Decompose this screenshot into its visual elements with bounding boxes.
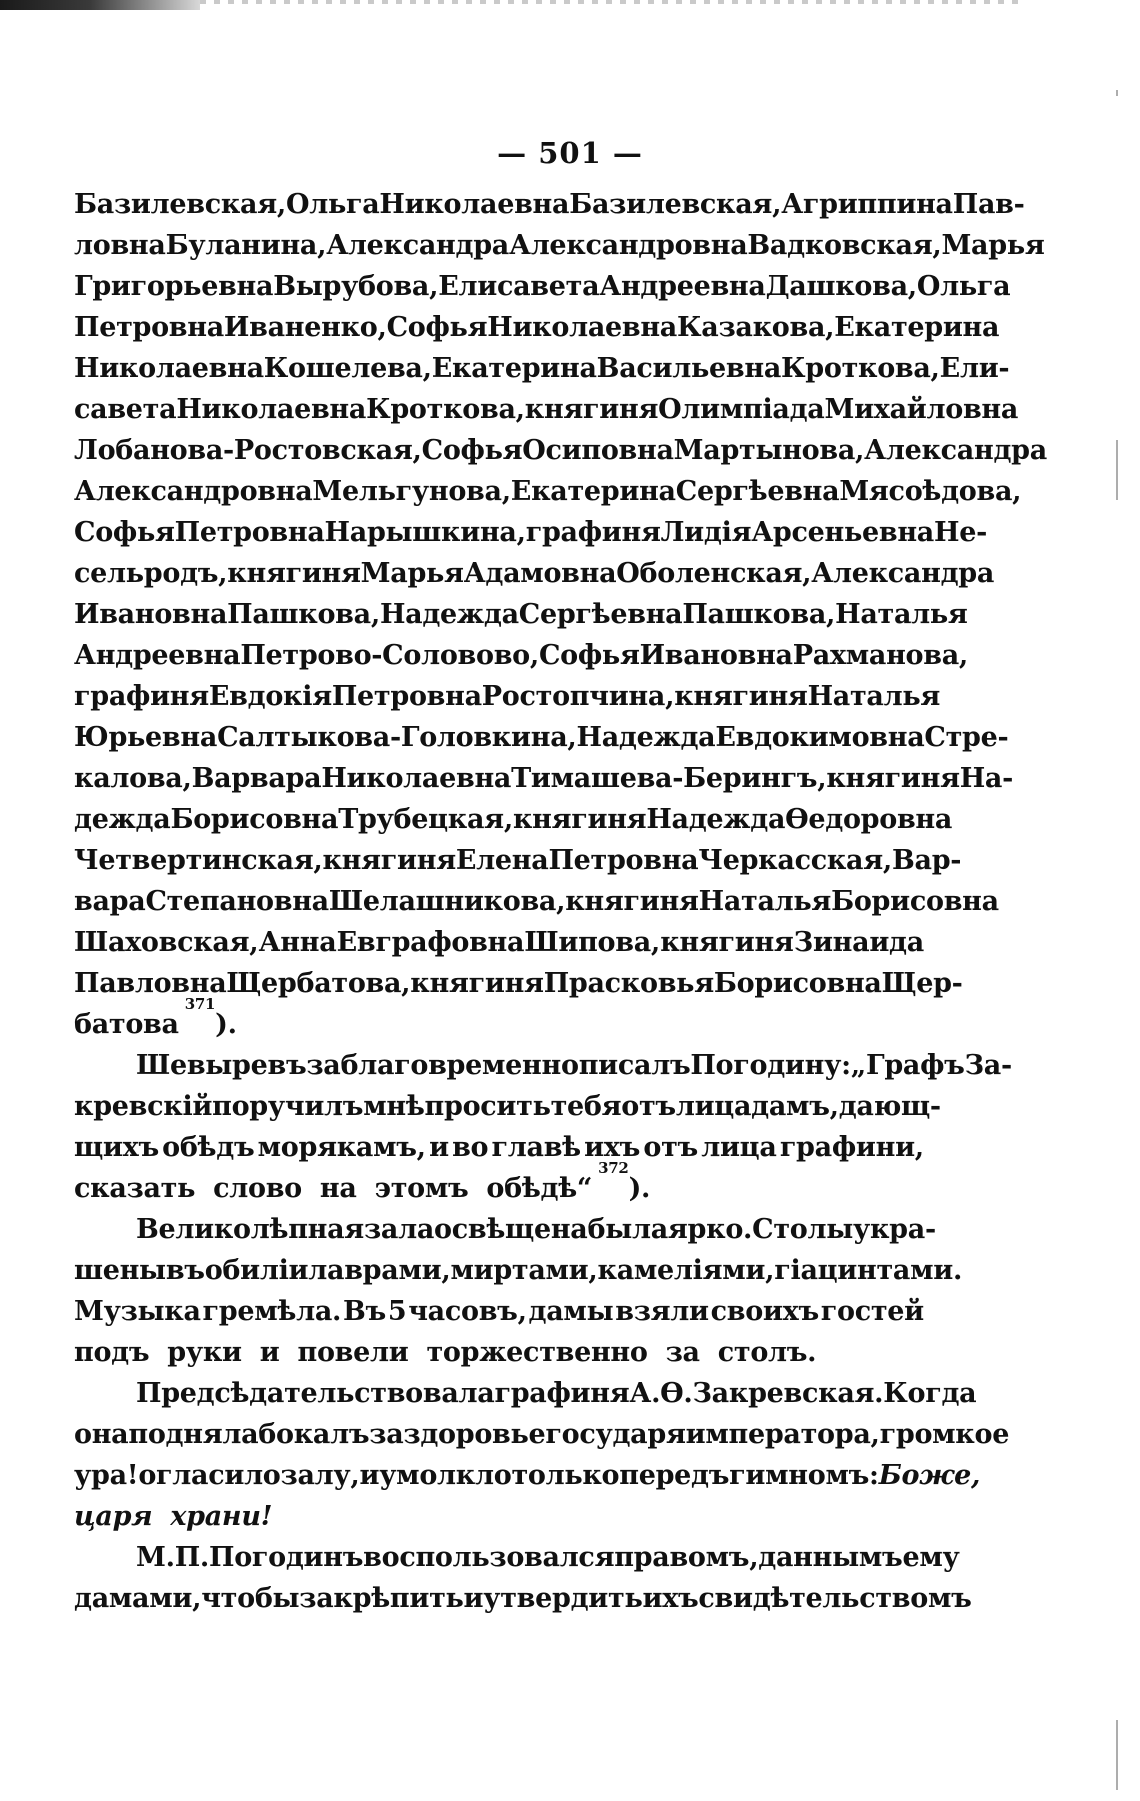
word: обѣдъ	[162, 1132, 255, 1163]
word: Кроткова,	[781, 353, 940, 384]
footnote-close: ).	[215, 1009, 237, 1040]
word: дающ-	[838, 1091, 941, 1122]
word: дежда	[74, 804, 171, 835]
word: Николаевна	[321, 763, 512, 794]
word: щихъ	[74, 1132, 159, 1163]
word: Боже,	[878, 1460, 981, 1491]
word: Мартынова,	[673, 435, 865, 466]
word: обѣдѣ“	[486, 1173, 593, 1204]
word: Когда	[883, 1378, 977, 1409]
word: Марья	[360, 558, 464, 589]
word: Нарышкина,	[324, 517, 526, 548]
word: калова,	[74, 763, 192, 794]
word: даннымъ	[758, 1542, 903, 1573]
word: отъ	[643, 1132, 698, 1163]
word: лица	[701, 1132, 777, 1163]
text-line	[74, 594, 968, 635]
word: Мельгунова,	[312, 476, 511, 507]
word: Надежда	[379, 599, 519, 630]
word: Николаевна	[379, 189, 570, 220]
word: ярко.	[667, 1214, 753, 1245]
word: Михайловна	[824, 394, 1019, 425]
word: Четвертинская,	[74, 845, 323, 876]
word: императора,	[685, 1419, 880, 1450]
text-line	[74, 389, 1019, 430]
word: Варвара	[191, 763, 322, 794]
word: Надежда	[646, 804, 786, 835]
footnote-close: ).	[628, 1173, 651, 1204]
text-line	[74, 1127, 924, 1168]
word: часовъ,	[408, 1296, 527, 1327]
word: дамы	[528, 1296, 614, 1327]
word: Петровна	[331, 681, 482, 712]
word: Евдокимовна	[715, 722, 925, 753]
word: главѣ	[491, 1132, 581, 1163]
word: торжественно	[426, 1337, 648, 1368]
word: сказать	[74, 1173, 196, 1204]
word: Щербатова,	[226, 968, 411, 999]
word: ихъ	[642, 1583, 699, 1614]
word: Шипова,	[524, 927, 660, 958]
word: только	[511, 1460, 620, 1491]
text-line	[74, 512, 987, 553]
text-line	[74, 881, 999, 922]
word: Степановна	[145, 886, 329, 917]
word: княгиня	[674, 681, 808, 712]
word: лаврами,	[308, 1255, 451, 1286]
word: Екатерина	[834, 312, 1000, 343]
word: просить	[424, 1091, 551, 1122]
word: ихъ	[584, 1132, 641, 1163]
word: миртами,	[450, 1255, 598, 1286]
word: она	[74, 1419, 129, 1450]
margin-speck	[1116, 90, 1118, 96]
word: Шевыревъ	[136, 1050, 307, 1081]
word: Зинаида	[793, 927, 924, 958]
word: Васильевна	[596, 353, 782, 384]
word: Базилевская,	[74, 189, 286, 220]
word: Столы	[752, 1214, 853, 1245]
word: На-	[959, 763, 1014, 794]
word: Анна	[258, 927, 337, 958]
word: „Графъ	[850, 1050, 965, 1081]
word: сельродъ,	[74, 558, 228, 589]
word: Софья	[386, 312, 488, 343]
word: громкое	[879, 1419, 1010, 1450]
word: Не-	[934, 517, 987, 548]
word: княгиня	[524, 394, 659, 425]
word: Салтыкова-Головкина,	[217, 722, 577, 753]
word: здоровье	[403, 1419, 546, 1450]
word: Щер-	[881, 968, 963, 999]
word: Борисовна	[170, 804, 339, 835]
word: зала	[363, 1214, 435, 1245]
text-line	[74, 1045, 1012, 1086]
word: правомъ,	[614, 1542, 759, 1573]
word: Андреевна	[599, 271, 766, 302]
word: Дашкова,	[765, 271, 917, 302]
word: Рахманова,	[792, 640, 969, 671]
word: тебя	[550, 1091, 622, 1122]
word: П.	[174, 1542, 209, 1573]
word: и	[463, 1583, 484, 1614]
word: Погодину:	[690, 1050, 851, 1081]
text-line	[74, 1159, 924, 1209]
word: утвердить	[483, 1583, 643, 1614]
word: лица	[675, 1091, 752, 1122]
word: царя	[74, 1501, 153, 1532]
word: Марья	[941, 230, 1045, 261]
word: ловна	[74, 230, 166, 261]
word: бокалъ	[258, 1419, 370, 1450]
word: княгиня	[660, 927, 794, 958]
word: Погодинъ	[209, 1542, 364, 1573]
text-line	[74, 471, 1022, 512]
word: Юрьевна	[74, 722, 218, 753]
word: Евграфовна	[336, 927, 525, 958]
text-line	[74, 430, 1047, 471]
word: батова	[74, 1009, 179, 1040]
word: Базилевская,	[569, 189, 782, 220]
word: Ивановна	[639, 640, 793, 671]
word: ура!	[74, 1460, 139, 1491]
text-line	[74, 717, 1009, 758]
word: Арсеньевна	[751, 517, 934, 548]
word: Лобанова-Ростовская,	[74, 435, 422, 466]
word: графиня	[494, 1378, 630, 1409]
word: Пашкова,	[227, 599, 380, 630]
word: обиліи	[204, 1255, 309, 1286]
word: и	[259, 1337, 280, 1368]
word: гимномъ:	[729, 1460, 879, 1491]
word: Шелашникова,	[328, 886, 566, 917]
word: графини,	[779, 1132, 924, 1163]
word: Вадковская,	[747, 230, 942, 261]
word: во	[452, 1132, 489, 1163]
word: поручилъ	[212, 1091, 364, 1122]
text-line	[74, 1537, 960, 1578]
word: Мясоѣдова,	[839, 476, 1022, 507]
word: въ	[165, 1255, 205, 1286]
margin-speck	[1116, 1720, 1118, 1790]
word: княгиня	[512, 804, 647, 835]
word: Петровна	[74, 312, 224, 343]
word: Сергѣевна	[675, 476, 840, 507]
text-line	[74, 922, 924, 963]
word: Вырубова,	[273, 271, 439, 302]
word: Тимашева-Берингъ,	[511, 763, 827, 794]
word: ему	[902, 1542, 960, 1573]
word: умолкло	[379, 1460, 512, 1491]
word: Наталья	[698, 886, 832, 917]
word: Наталья	[835, 599, 968, 630]
word: Софья	[74, 517, 175, 548]
word: Вар-	[891, 845, 962, 876]
word: Петровна	[174, 517, 325, 548]
text-line	[74, 1291, 924, 1332]
word: княгиня	[565, 886, 699, 917]
word: Николаевна	[74, 353, 264, 384]
text-line	[74, 1578, 972, 1619]
word: Стре-	[924, 722, 1009, 753]
text-line	[74, 225, 1045, 266]
word: Адамовна	[463, 558, 617, 589]
word: Ростопчина,	[481, 681, 675, 712]
word: заблаговременно	[306, 1050, 579, 1081]
word: Трубецкая,	[338, 804, 513, 835]
word: на	[319, 1173, 357, 1204]
margin-speck	[1116, 440, 1118, 500]
word: Предсѣдательствовала	[136, 1378, 495, 1409]
word: повели	[297, 1337, 409, 1368]
word: вара	[74, 886, 146, 917]
word: гремѣла.	[202, 1296, 342, 1327]
word: Агриппина	[781, 189, 953, 220]
word: Екатерина	[431, 353, 597, 384]
word: княгиня	[227, 558, 361, 589]
word: Наталья	[807, 681, 941, 712]
word: Надежда	[576, 722, 716, 753]
scan-edge-shadow	[0, 0, 200, 10]
text-line	[74, 799, 953, 840]
word: гостей	[820, 1296, 924, 1327]
footnote-ref: 371	[184, 995, 216, 1013]
word: Оболенская,	[616, 558, 812, 589]
text-line	[74, 184, 1025, 225]
word: дамъ,	[751, 1091, 839, 1122]
text-line	[74, 995, 924, 1045]
word: столъ.	[717, 1337, 817, 1368]
word: залу,	[280, 1460, 360, 1491]
word: передъ	[619, 1460, 730, 1491]
word: Сергѣевна	[518, 599, 683, 630]
word: Елена	[455, 845, 549, 876]
word: Павловна	[74, 968, 227, 999]
word: Андреевна	[74, 640, 241, 671]
word: Пав-	[952, 189, 1025, 220]
word: за	[369, 1419, 404, 1450]
word: 5	[387, 1296, 407, 1327]
word: А.	[629, 1378, 661, 1409]
scan-edge-bleed	[200, 0, 1020, 4]
word: чтобы	[201, 1583, 300, 1614]
word: свидѣтельствомъ	[698, 1583, 972, 1614]
body-text	[74, 184, 1047, 1619]
word: слово	[213, 1173, 302, 1204]
text-line	[74, 307, 1000, 348]
word: морякамъ,	[257, 1132, 426, 1163]
text-line	[74, 1414, 1010, 1455]
word: Кроткова,	[366, 394, 525, 425]
word: воспользовался	[363, 1542, 615, 1573]
word: Софья	[538, 640, 640, 671]
word: Николаевна	[487, 312, 678, 343]
text-line	[74, 1250, 963, 1291]
word: Лидія	[660, 517, 752, 548]
word: Ольга	[916, 271, 1011, 302]
word: взяли	[615, 1296, 709, 1327]
text-line	[74, 348, 1010, 389]
word: Ольга	[285, 189, 380, 220]
text-line	[74, 635, 969, 676]
word: Осиповна	[522, 435, 674, 466]
word: графиня	[525, 517, 661, 548]
text-line	[74, 553, 995, 594]
word: Иваненко,	[223, 312, 387, 343]
word: графиня	[74, 681, 209, 712]
text-line	[74, 1086, 941, 1127]
word: Олимпіада	[658, 394, 825, 425]
word: Ө.	[660, 1378, 693, 1409]
word: мнѣ	[363, 1091, 425, 1122]
word: Закревская.	[692, 1378, 884, 1409]
word: Буланина,	[165, 230, 327, 261]
word: Александра	[864, 435, 1047, 466]
text-line	[74, 1496, 924, 1537]
word: За-	[964, 1050, 1012, 1081]
word: камеліями,	[597, 1255, 775, 1286]
word: была	[587, 1214, 668, 1245]
word: освѣщена	[434, 1214, 588, 1245]
word: княгиня	[410, 968, 544, 999]
word: Кошелева,	[263, 353, 432, 384]
word: Музыка	[74, 1296, 201, 1327]
text-line	[74, 1209, 936, 1250]
word: огласило	[138, 1460, 281, 1491]
word: Софья	[421, 435, 523, 466]
word: шены	[74, 1255, 166, 1286]
word: этомъ	[374, 1173, 469, 1204]
word: Въ	[343, 1296, 386, 1327]
word: Великолѣпная	[136, 1214, 364, 1245]
word: своихъ	[710, 1296, 819, 1327]
word: Петровна	[548, 845, 699, 876]
word: государя	[545, 1419, 686, 1450]
word: Борисовна	[713, 968, 882, 999]
word: гіацинтами.	[774, 1255, 963, 1286]
word: княгиня	[322, 845, 456, 876]
word: Прасковья	[543, 968, 714, 999]
word: Петрово-Соловово,	[240, 640, 539, 671]
word: Ивановна	[74, 599, 228, 630]
footnote-ref: 372	[598, 1159, 629, 1177]
text-line	[74, 840, 962, 881]
word: Борисовна	[831, 886, 999, 917]
word: савета	[74, 394, 177, 425]
page-number: — 501 —	[497, 136, 643, 170]
word: Николаевна	[176, 394, 367, 425]
word: М.	[136, 1542, 175, 1573]
text-line	[74, 1455, 981, 1496]
word: закрѣпить	[299, 1583, 464, 1614]
word: Евдокія	[208, 681, 332, 712]
word: Өедоровна	[785, 804, 953, 835]
word: Елисавета	[438, 271, 600, 302]
word: Александра	[811, 558, 995, 589]
word: Черкасская,	[698, 845, 892, 876]
word: кревскій	[74, 1091, 213, 1122]
word: укра-	[852, 1214, 936, 1245]
word: Шаховская,	[74, 927, 259, 958]
word: отъ	[621, 1091, 676, 1122]
word: Александровна	[509, 230, 748, 261]
word: Екатерина	[510, 476, 676, 507]
word: храни!	[170, 1501, 273, 1532]
word: Александра	[326, 230, 509, 261]
word: писалъ	[578, 1050, 691, 1081]
word: Ели-	[939, 353, 1010, 384]
word: Казакова,	[677, 312, 835, 343]
text-line	[74, 1332, 924, 1373]
word: Пашкова,	[682, 599, 836, 630]
text-line	[74, 266, 1011, 307]
text-line	[74, 758, 1014, 799]
word: подняла	[128, 1419, 259, 1450]
word: дамами,	[74, 1583, 202, 1614]
word: Григорьевна	[74, 271, 274, 302]
text-line	[74, 676, 941, 717]
word: за	[665, 1337, 700, 1368]
word: княгиня	[826, 763, 960, 794]
word: и	[429, 1132, 449, 1163]
word: и	[359, 1460, 380, 1491]
word: руки	[167, 1337, 242, 1368]
text-line	[74, 1373, 977, 1414]
word: Александровна	[74, 476, 313, 507]
word: подъ	[74, 1337, 150, 1368]
